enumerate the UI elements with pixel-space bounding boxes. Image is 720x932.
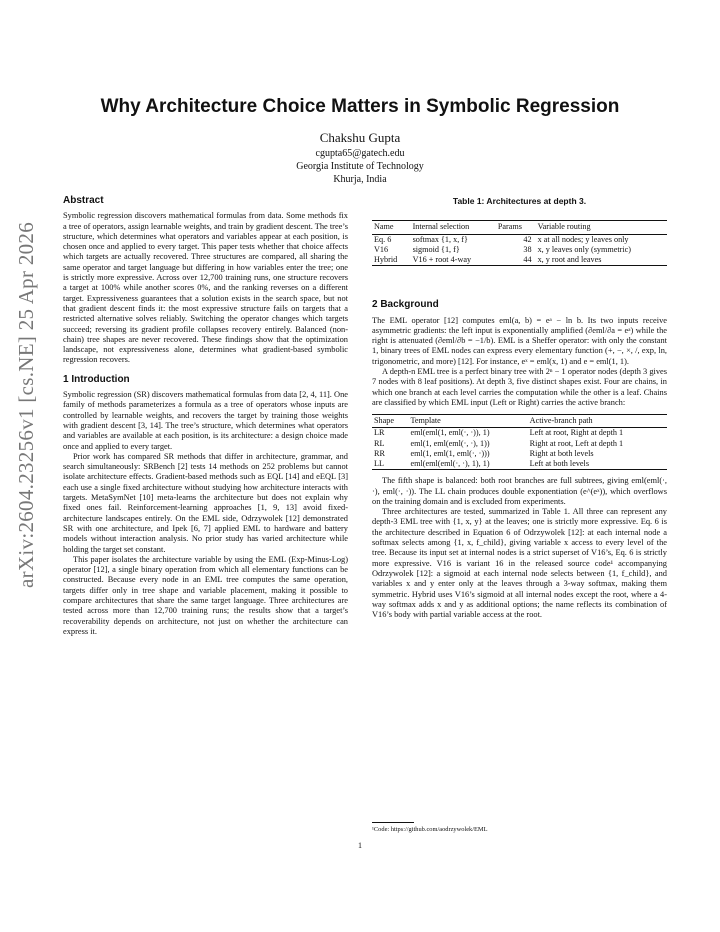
table-cell: eml(eml(1, eml(·, ·)), 1) <box>410 428 490 438</box>
abstract-heading: Abstract <box>63 195 104 206</box>
background-paragraph-2: A depth-n EML tree is a perfect binary tree with 2ⁿ − 1 operator nodes (depth 3 gives 7 nodes with 8 leaf positions). At depth 3, five distinct shapes exist. Four are chains, in which one branch at each level carries the computation while the other is a leaf. Chains are classified by which EML input (Left or Right) carries the active branch: <box>372 366 667 407</box>
table-cell: RR <box>374 448 385 458</box>
paper-title: Why Architecture Choice Matters in Symbolic Regression <box>100 96 620 117</box>
table-cell: eml(1, eml(1, eml(·, ·))) <box>410 448 490 458</box>
abstract-text: Symbolic regression discovers mathematical formulas from data. Some methods fix a tree of operators, assign learnable weights, and train by gradient descent. The tree’s structure, which determines what operators and variables appear at each position, is chosen once and applied to every target. This paper tests whether that choice affects which targets are actually recovered. Three structures are compared, all sharing the same operator and target language but differing in how variables enter the tree; one is strictly more expressive. Across over 12,700 training runs, one structure recovers a target at 100% while another scores 0%, and the ranking reverses on a different target. Expressiveness guarantees that a solution exists in the search space, but not that gradient descent finds it: the most expressive structure fails on targets that a restricted alternative solves reliably. Switching the operator changes which targets succeed; reversing its gradient profile collapses recovery entirely. Balanced (non-chain) tree shapes are never recovered. These findings show that the optimization landscape, not expressiveness alone, determines what gradient-based symbolic regression recovers. <box>63 211 348 365</box>
table-cell: V16 + root 4-way <box>412 255 472 264</box>
table-cell: Hybrid <box>374 255 398 264</box>
table-row <box>372 439 667 449</box>
shape-table-header: Template <box>410 416 441 426</box>
background-heading: 2 Background <box>372 299 439 311</box>
table-cell: Left at both levels <box>529 459 590 469</box>
table-row <box>372 459 667 470</box>
author-institution: Georgia Institute of Technology <box>296 161 424 172</box>
table-cell: softmax {1, x, f} <box>412 234 468 244</box>
table1-header: Params <box>497 222 522 232</box>
arxiv-stamp: arXiv:2604.23256v1 [cs.NE] 25 Apr 2026 <box>14 221 38 588</box>
table-cell: 38 <box>523 244 532 254</box>
background-paragraph-4: Three architectures are tested, summarized in Table 1. All three can represent any depth-3 EML tree with {1, x, y} at the leaves; one is strictly more expressive. Eq. 6 is the architecture described in Equation 6 of Odrzywolek [12]: at each internal node a softmax selects among {1, x, f_child}, giving variable x access to every level of the tree. Because its input set at internal nodes is a strict superset of V16’s, Eq. 6 is strictly more expressive. V16 is variant 16 in the released source code¹ accompanying Odrzywolek [12]: a sigmoid at each internal node selects between {1, f_child}, and variables x and y enter only at the leaves through a 3-way softmax, making them symmetric. Hybrid uses V16’s sigmoid at all internal nodes except the root, where a 4-way softmax adds x and y as additional options; the name reflects its combination of V16’s body with partial variable access at the root. <box>372 507 667 620</box>
intro-paragraph-2: Prior work has compared SR methods that differ in architecture, grammar, and search simultaneously: SRBench [2] tests 14 methods on 252 problems but cannot isolate architecture effects. Gradient-based methods such as EQL [14] and eEQL [3] each use a single fixed architecture without studying how architecture interacts with targets. MetaSymNet [10] meta-learns the architecture but does not explain why fixed ones fail. Reinforcement-learning approaches [1, 9, 13] avoid fixed-architecture landscapes entirely. On the EML side, Odrzywolek [12] demonstrated SR with one architecture, and Ipek [6, 7] applied EML to hardware and battery models without interaction analysis. No prior study has varied architecture while holding the target set constant. <box>63 451 348 554</box>
intro-paragraph-3: This paper isolates the architecture variable by using the EML (Exp-Minus-Log) operator [12], a single binary operation from which all elementary functions can be constructed. Because every node in an EML tree computes the same operation, targets differ only in tree shape and variable placement, making it possible to compare architectures that share the same target language. Three architectures are tested across more than 12,700 training runs; the results show that a target’s recoverability depends on architecture, not just on whether the architecture can express it. <box>63 554 348 636</box>
table1-header: Variable routing <box>537 222 591 232</box>
table-row <box>372 234 667 245</box>
table-cell: Right at both levels <box>529 448 594 458</box>
table-cell: Right at root, Left at depth 1 <box>529 438 624 448</box>
footnote: ¹Code: https://github.com/aodrzywolek/EML <box>372 826 488 833</box>
author-email: cgupta65@gatech.edu <box>315 148 405 159</box>
table1-header: Name <box>374 222 394 232</box>
shape-table-header: Shape <box>374 416 395 426</box>
table-cell: Eq. 6 <box>374 234 392 244</box>
table-cell: x at all nodes; y leaves only <box>537 234 629 244</box>
table-cell: eml(eml(eml(·, ·), 1), 1) <box>410 459 490 469</box>
table-row <box>372 255 667 266</box>
background-paragraph-3: The fifth shape is balanced: both root branches are full subtrees, giving eml(eml(·, ·), eml(·, ·)). The LL chain produces double exponentiation (e^(eˣ)), which overflows on the training domain and is excluded from experiments. <box>372 476 667 506</box>
table-cell: sigmoid {1, f} <box>412 244 460 254</box>
shape-table <box>372 414 667 470</box>
table-cell: Left at root, Right at depth 1 <box>529 428 624 438</box>
table-cell: eml(1, eml(eml(·, ·), 1)) <box>410 438 490 448</box>
table-row <box>372 245 667 255</box>
shape-table-header: Active-branch path <box>529 416 593 426</box>
table-row <box>372 449 667 459</box>
intro-heading: 1 Introduction <box>63 373 130 385</box>
architecture-table <box>372 220 667 266</box>
left-column <box>63 196 348 637</box>
right-column <box>372 196 667 620</box>
author-name: Chakshu Gupta <box>319 130 401 145</box>
intro-paragraph-1: Symbolic regression (SR) discovers mathematical formulas from data [2, 4, 11]. One family of methods parameterizes a formula as a tree of operators whose inputs are controlled by learnable weights, and recovers the target by training those weights with gradient descent [3, 14]. The tree’s structure, which determines what operators and variables are available at each position, is its architecture: a design choice made once and applied to every target. <box>63 390 348 451</box>
page-number: 1 <box>358 841 362 850</box>
table1-caption: Table 1: Architectures at depth 3. <box>452 196 587 206</box>
table-cell: x, y leaves only (symmetric) <box>537 244 632 254</box>
table-cell: V16 <box>374 244 389 254</box>
author-location: Khurja, India <box>333 174 387 185</box>
table-cell: LR <box>374 428 385 438</box>
table1-header: Internal selection <box>412 222 470 232</box>
table-cell: x, y root and leaves <box>537 255 602 264</box>
table-cell: 44 <box>523 255 532 264</box>
table-cell: 42 <box>523 234 532 244</box>
footnote-rule <box>372 822 414 823</box>
table-cell: RL <box>374 438 385 448</box>
background-paragraph-1: The EML operator [12] computes eml(a, b) = eᵃ − ln b. Its two inputs receive asymmetric gradients: the left input is exponentially amplified (∂eml/∂a = eᵃ) while the right is attenuated (∂eml/∂b = −1/b). EML is a Sheffer operator: with only the constant 1, binary trees of EML nodes can express every elementary function (+, −, ×, /, exp, ln, trigonometric, and more) [12]. For instance, eˣ = eml(x, 1) and e = eml(1, 1). <box>372 315 667 366</box>
table-row <box>372 428 667 439</box>
table-cell: LL <box>374 459 385 469</box>
